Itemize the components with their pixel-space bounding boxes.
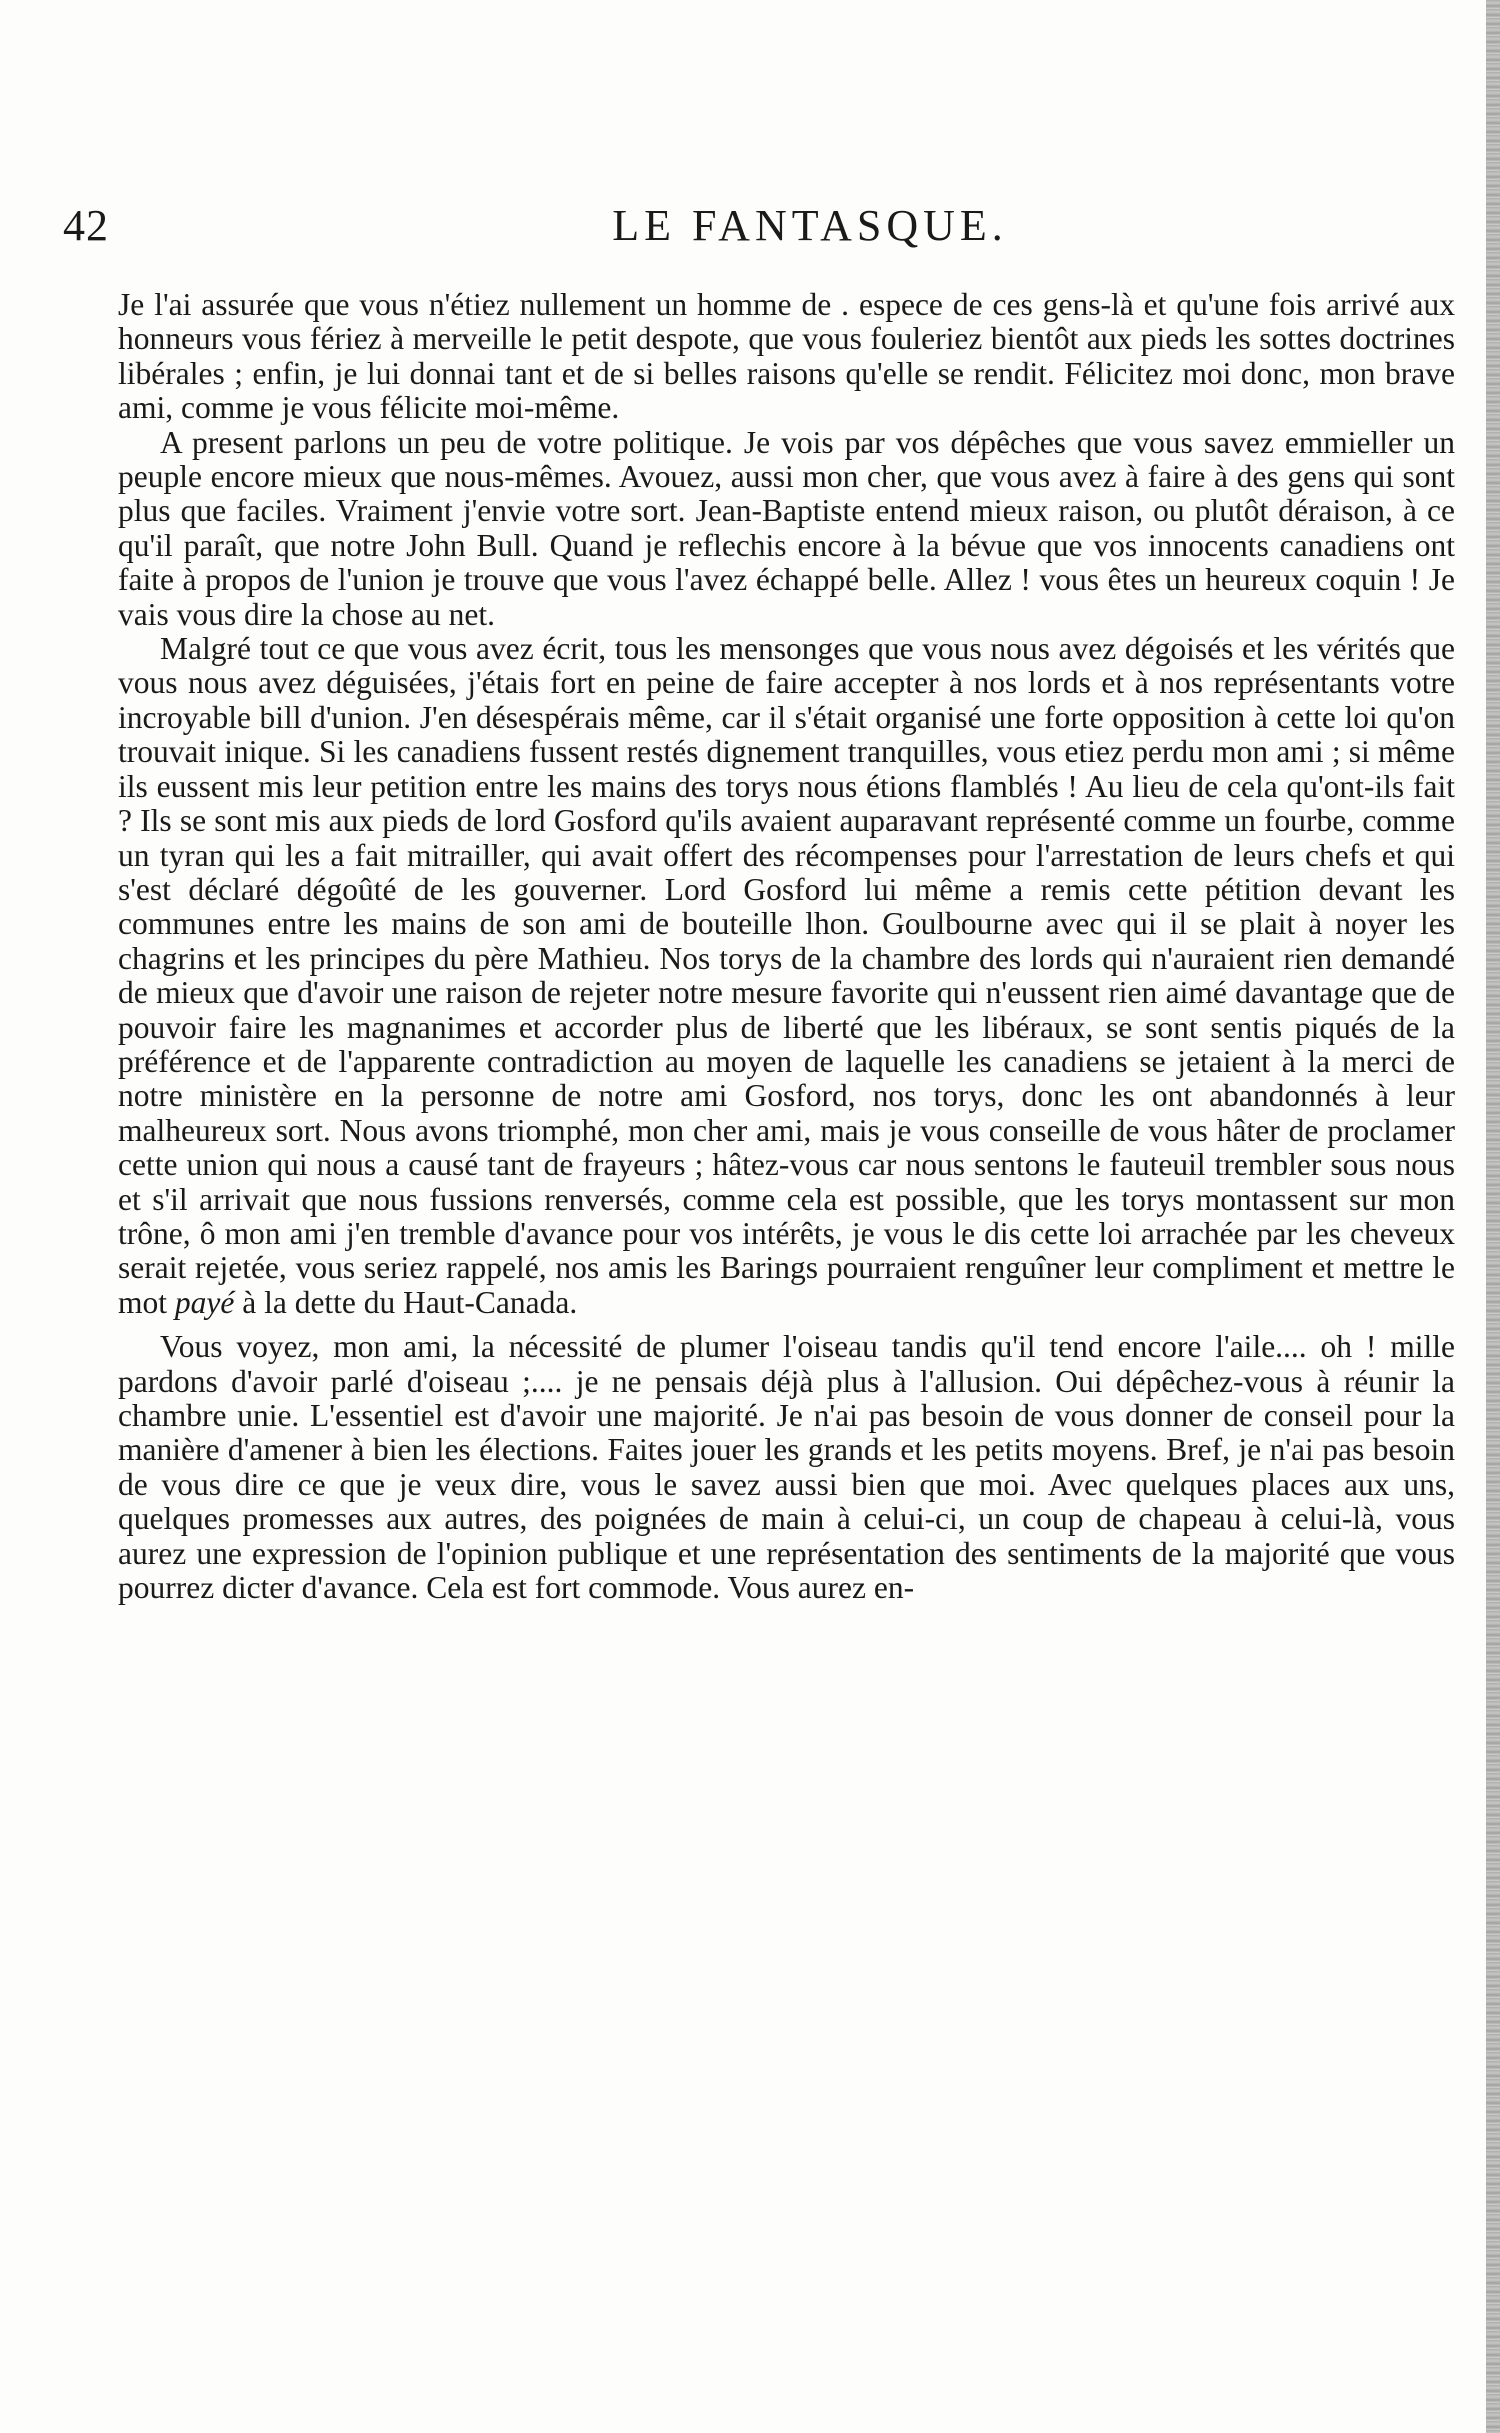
article-body <box>118 288 1455 1605</box>
running-title: LE FANTASQUE. <box>612 201 1008 250</box>
page-edge-shadow <box>1486 0 1500 2433</box>
paragraph-1: Je l'ai assurée que vous n'étiez nullement un homme de . espece de ces gens-là et qu'une fois arrivé aux honneurs vous fériez à merveille le petit despote, que vous fouleriez bientôt aux pieds les sottes doctrines libérales ; enfin, je lui donnai tant et de si belles raisons qu'elle se rendit. Félicitez moi donc, mon brave ami, comme je vous félicite moi-même. <box>118 287 1455 426</box>
paragraph-3-tail: à la dette du Haut-Canada. <box>234 1284 578 1320</box>
paragraph-2: A present parlons un peu de votre politique. Je vois par vos dépêches que vous savez emmieller un peuple encore mieux que nous-mêmes. Avouez, aussi mon cher, que vous avez à faire à des gens qui sont plus que faciles. Vraiment j'envie votre sort. Jean-Baptiste entend mieux raison, ou plutôt déraison, à ce qu'il paraît, que notre John Bull. Quand je reflechis encore à la bévue que vos innocents canadiens ont faite à propos de l'union je trouve que vous l'avez échappé belle. Allez ! vous êtes un heureux coquin ! Je vais vous dire la chose au net. <box>118 424 1455 632</box>
italic-word-paye: payé <box>174 1284 235 1320</box>
paragraph-3 <box>118 632 1455 1320</box>
page-header <box>60 200 1440 260</box>
paragraph-4: Vous voyez, mon ami, la nécessité de plumer l'oiseau tandis qu'il tend encore l'aile.... oh ! mille pardons d'avoir parlé d'oiseau ;.... je ne pensais déjà plus à l'allusion. Oui dépêchez-vous à réunir la chambre unie. L'essentiel est d'avoir une majorité. Je n'ai pas besoin de vous donner de conseil pour la manière d'amener à bien les élections. Faites jouer les grands et les petits moyens. Bref, je n'ai pas besoin de vous dire ce que je veux dire, vous le savez aussi bien que moi. Avec quelques places aux uns, quelques promesses aux autres, des poignées de main à celui-ci, un coup de chapeau à celui-là, vous aurez une expression de l'opinion publique et une représentation des sentiments de la majorité que vous pourrez dicter d'avance. Cela est fort commode. Vous aurez en- <box>118 1329 1455 1606</box>
paragraph-3-text: Malgré tout ce que vous avez écrit, tous les mensonges que vous nous avez dégoisés et les vérités que vous nous avez déguisées, j'étais fort en peine de faire accepter à nos lords et à nos représentants votre incroyable bill d'union. J'en désespérais même, car il s'était organisé une forte opposition à cette loi qu'on trouvait inique. Si les canadiens fussent restés dignement tranquilles, vous etiez perdu mon ami ; si même ils eussent mis leur petition entre les mains des torys nous étions flamblés ! Au lieu de cela qu'ont-ils fait ? Ils se sont mis aux pieds de lord Gosford qu'ils avaient auparavant représenté comme un fourbe, comme un tyran qui les a fait mitrailler, qui avait offert des récompenses pour l'arrestation de leurs chefs et qui s'est déclaré dégoûté de les gouverner. Lord Gosford lui même a remis cette pétition devant les communes entre les mains de son ami de bouteille lhon. Goulbourne avec qui il se plait à noyer les chagrins et les principes du père Mathieu. Nos torys de la chambre des lords qui n'auraient rien demandé de mieux que d'avoir une raison de rejeter notre mesure favorite qui n'eussent rien aimé davantage que de pouvoir faire les magnanimes et accorder plus de liberté que les libéraux, se sont sentis piqués de la préférence et de l'apparente contradiction au moyen de laquelle les canadiens se jetaient à la merci de notre ministère en la personne de notre ami Gosford, nos torys, donc les ont abandonnés à leur malheureux sort. Nous avons triomphé, mon cher ami, mais je vous conseille de vous hâter de proclamer cette union qui nous a causé tant de frayeurs ; hâtez-vous car nous sentons le fauteuil trembler sous nous et s'il arrivait que nous fussions renversés, comme cela est possible, que les torys montassent sur mon trône, ô mon ami j'en tremble d'avance pour vos intérêts, je vous le dis cette loi arrachée par les cheveux serait rejetée, vous seriez rappelé, nos amis les Barings pourraient renguîner leur compliment et mettre le mot <box>118 631 1455 1320</box>
page-number: 42 <box>63 201 109 250</box>
